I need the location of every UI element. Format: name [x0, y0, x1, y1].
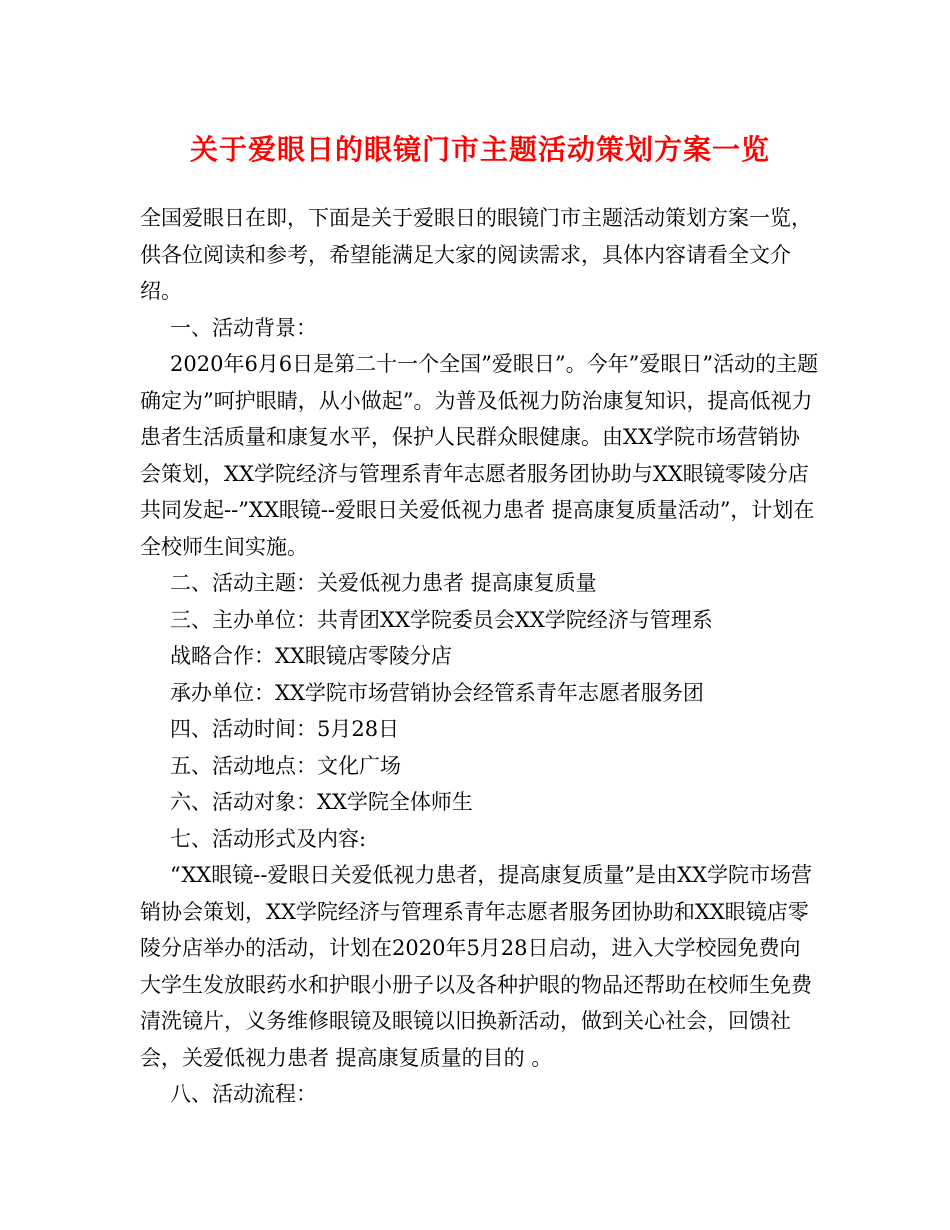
form-heading: 七、活动形式及内容: [170, 826, 367, 851]
form-paragraph: “XX眼镜--爱眼日关爱低视力患者，提高康复质量”是由XX学院市场营销协会策划，XX学院经济与管理系青年志愿者服务团协助和XX眼镜店零陵分店举办的活动，计划在2020年5月28日启动，进入大学校园免费向大学生发放眼药水和护眼小册子以及各种护眼的物品还帮助在校师生免费清洗镜片，义务维修眼镜及眼镜以旧换新活动，做到关心社会，回馈社会，关爱低视力患者 提高康复质量的目的 。 [140, 863, 813, 1070]
place-line: 五、活动地点：文化广场 [170, 753, 401, 778]
intro-paragraph: 全国爱眼日在即，下面是关于爱眼日的眼镜门市主题活动策划方案一览，供各位阅读和参考，希望能满足大家的阅读需求，具体内容请看全文介绍。 [140, 206, 812, 303]
process-heading: 八、活动流程： [170, 1082, 317, 1106]
background-heading: 一、活动背景： [170, 315, 317, 340]
audience-line: 六、活动对象：XX学院全体师生 [170, 790, 473, 814]
partner-line: 战略合作：XX眼镜店零陵分店 [170, 644, 452, 668]
background-paragraph: 2020年6月6日是第二十一个全国”爱眼日”。今年”爱眼日”活动的主题确定为”呵护眼睛，从小做起”。为普及低视力防治康复知识，提高低视力患者生活质量和康复水平，保护人民群众眼健康。由XX学院市场营销协会策划，XX学院经济与管理系青年志愿者服务团协助与XX眼镜零陵分店共同发起--”XX眼镜--爱眼日关爱低视力患者 提高康复质量活动”，计划在全校师生间实施。 [140, 352, 819, 559]
host-line: 三、主办单位：共青团XX学院委员会XX学院经济与管理系 [170, 607, 713, 632]
document-body [140, 200, 820, 1113]
document-title: 关于爱眼日的眼镜门市主题活动策划方案一览 [189, 133, 770, 166]
time-line: 四、活动时间：5月28日 [170, 717, 400, 741]
theme-line: 二、活动主题：关爱低视力患者 提高康复质量 [170, 571, 597, 595]
organizer-line: 承办单位：XX学院市场营销协会经管系青年志愿者服务团 [170, 680, 704, 705]
